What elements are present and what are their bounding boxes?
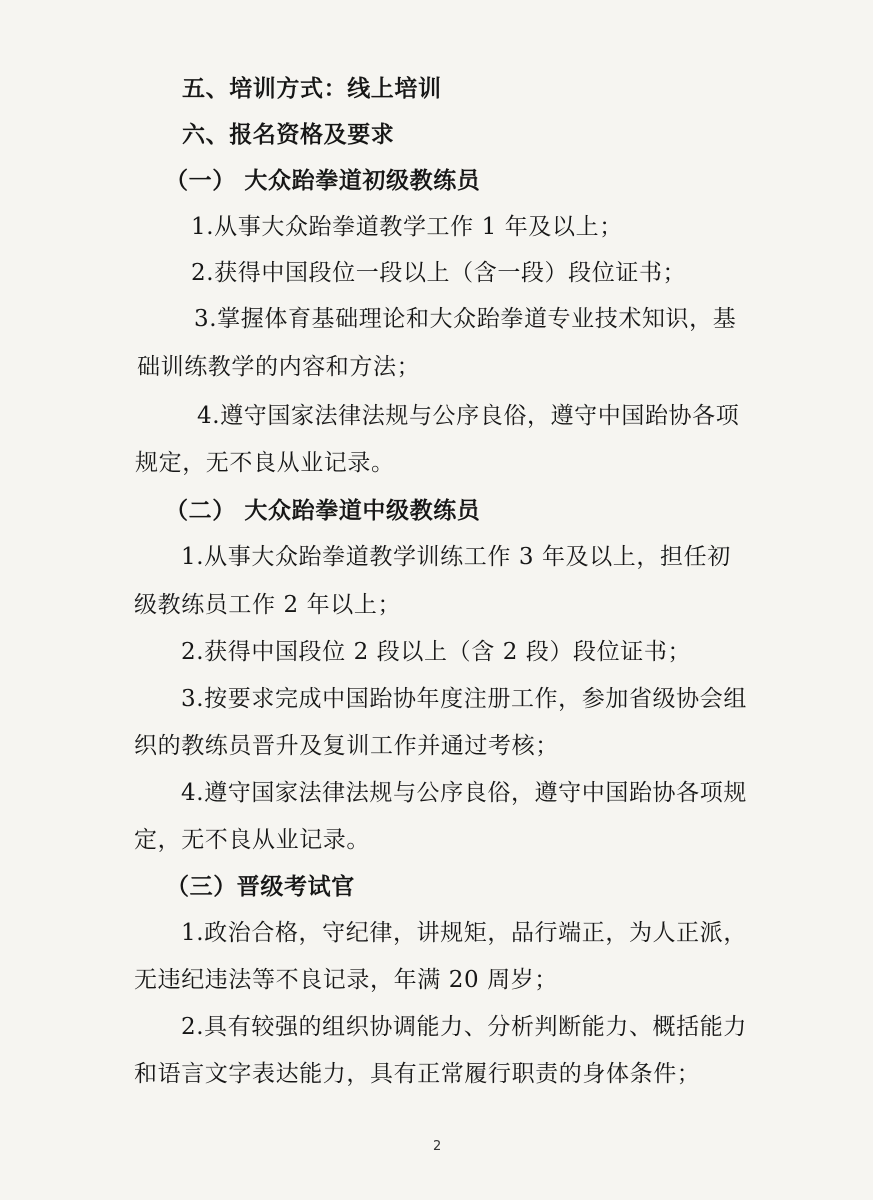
intermediate-item-4-line-1: 4.遵守国家法律法规与公序良俗，遵守中国跆协各项规: [181, 780, 747, 806]
examiner-item-2-line-1: 2.具有较强的组织协调能力、分析判断能力、概括能力: [181, 1014, 747, 1040]
examiner-item-1-line-2: 无违纪违法等不良记录，年满 20 周岁；: [134, 967, 558, 993]
primary-item-2: 2.获得中国段位一段以上（含一段）段位证书；: [191, 260, 687, 286]
intermediate-coach-heading: （二） 大众跆拳道中级教练员: [165, 498, 481, 524]
intermediate-item-4-line-2: 定，无不良从业记录。: [134, 827, 370, 853]
primary-item-4-line-2: 规定，无不良从业记录。: [135, 450, 395, 476]
section-six-eligibility: 六、报名资格及要求: [182, 122, 395, 148]
intermediate-item-3-line-2: 织的教练员晋升及复训工作并通过考核；: [134, 733, 559, 759]
intermediate-item-3-line-1: 3.按要求完成中国跆协年度注册工作，参加省级协会组: [181, 686, 747, 712]
primary-item-4-line-1: 4.遵守国家法律法规与公序良俗，遵守中国跆协各项: [197, 403, 740, 429]
examiner-heading: （三）晋级考试官: [166, 874, 355, 900]
primary-item-1: 1.从事大众跆拳道教学工作 1 年及以上；: [191, 214, 623, 240]
primary-coach-heading: （一） 大众跆拳道初级教练员: [165, 168, 481, 194]
examiner-item-1-line-1: 1.政治合格，守纪律，讲规矩，品行端正，为人正派，: [181, 920, 747, 946]
primary-item-3-line-2: 础训练教学的内容和方法；: [137, 354, 421, 380]
page-number: 2: [433, 1139, 442, 1154]
primary-item-3-line-1: 3.掌握体育基础理论和大众跆拳道专业技术知识，基: [194, 306, 737, 332]
section-five-training-method: 五、培训方式：线上培训: [182, 76, 442, 102]
intermediate-item-2: 2.获得中国段位 2 段以上（含 2 段）段位证书；: [181, 639, 692, 665]
intermediate-item-1-line-1: 1.从事大众跆拳道教学训练工作 3 年及以上，担任初: [181, 544, 731, 570]
examiner-item-2-line-2: 和语言文字表达能力，具有正常履行职责的身体条件；: [134, 1061, 701, 1087]
intermediate-item-1-line-2: 级教练员工作 2 年以上；: [134, 592, 402, 618]
